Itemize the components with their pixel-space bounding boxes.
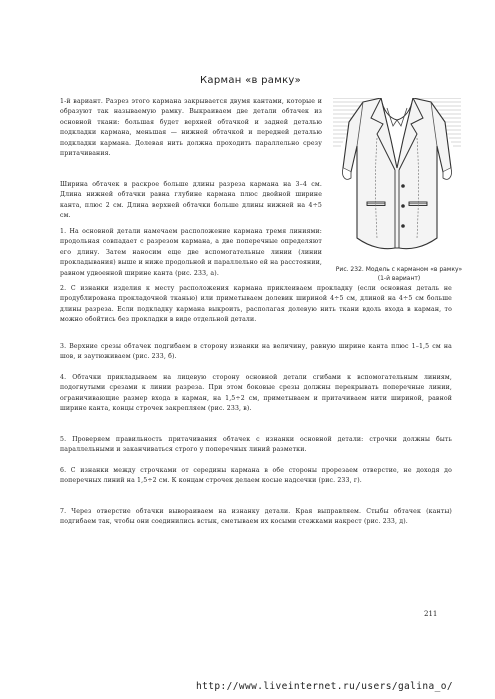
step-4: 4. Обтачки прикладываем на лицевую сторону основной детали сгибами к вспомогательным линиям, подогнутыми срезами к линии разреза. При этом боковые срезы должны перекрывать поперечные линии, ограничивающие размер входа в карман, на 1,5÷2 см, приметываем и притачиваем нити шириной, равной ширине канта, концы строчек закрепляем (рис. 233, в). (60, 374, 452, 413)
jacket-illustration (333, 98, 461, 258)
figure-caption: Рис. 232. Модель с карманом «в рамку» (1-й вариант) (335, 266, 463, 282)
page-number: 211 (424, 610, 438, 618)
section-title: Карман «в рамку» (200, 75, 302, 86)
intro-paragraph-1: 1-й вариант. Разрез этого кармана закрывается двумя кантами, которые и образуют так называемую рамку. Выкраиваем две детали обтачек из основной ткани: большая будет верхней обтачкой и задней деталью подкладки кармана, меньшая — нижней обтачкой и передней деталью подкладки кармана. Долевая нить должна проходить параллельно срезу притачивания. (60, 98, 322, 158)
intro-paragraph-2: Ширина обтачек в раскрое больше длины разреза кармана на 3–4 см. Длина нижней обтачки равна глубине кармана плюс двойной ширине канта, плюс 2 см. Длина верхней обтачки больше длины нижней на 4÷5 см. (60, 181, 322, 220)
step-6: 6. С изнанки между строчками от середины кармана в обе стороны прорезаем отверстие, не доходя до поперечных линий на 1,5÷2 см. К концам строчек делаем косые надсечки (рис. 233, г). (60, 467, 452, 485)
watermark-url: http://www.liveinternet.ru/users/galina_o/ (196, 681, 454, 692)
step-7: 7. Через отверстие обтачки вывораиваем на изнанку детали. Края выправляем. Стыбы обтачек (канты) подгибаем так, чтобы они соединились встык, сметываем их косыми стежками накрест (рис. 233, д). (60, 508, 452, 526)
step-5: 5. Проверяем правильность притачивания обтачек с изнанки основной детали: строчки должны быть параллельными и заканчиваться строго у поперечных линий разметки. (60, 436, 452, 454)
step-3: 3. Верхние срезы обтачек подгибаем в сторону изнанки на величину, равную ширине канта плюс 1–1,5 см на шов, и заутюживаем (рис. 233, б). (60, 343, 452, 361)
step-2: 2. С изнанки изделия к месту расположения кармана приклеиваем прокладку (если основная деталь не продублирована прокладочной тканью) или приметываем долевик шириной 4÷5 см, длиной на 4÷5 см больше длины разреза. Если подкладку кармана выкроить, располагая долевую нить ткани вдоль входа в карман, то можно обойтись без прокладки в виде отдельной детали. (60, 285, 452, 324)
step-1: 1. На основной детали намечаем расположение кармана тремя линиями: продольная совпадает с разрезом кармана, а две поперечные определяют его длину. Затем наносим еще две вспомогательные линии (линии прокладывания) выше и ниже продольной и параллельно ей на расстоянии, равном удвоенной ширине канта (рис. 233, а). (60, 228, 322, 277)
